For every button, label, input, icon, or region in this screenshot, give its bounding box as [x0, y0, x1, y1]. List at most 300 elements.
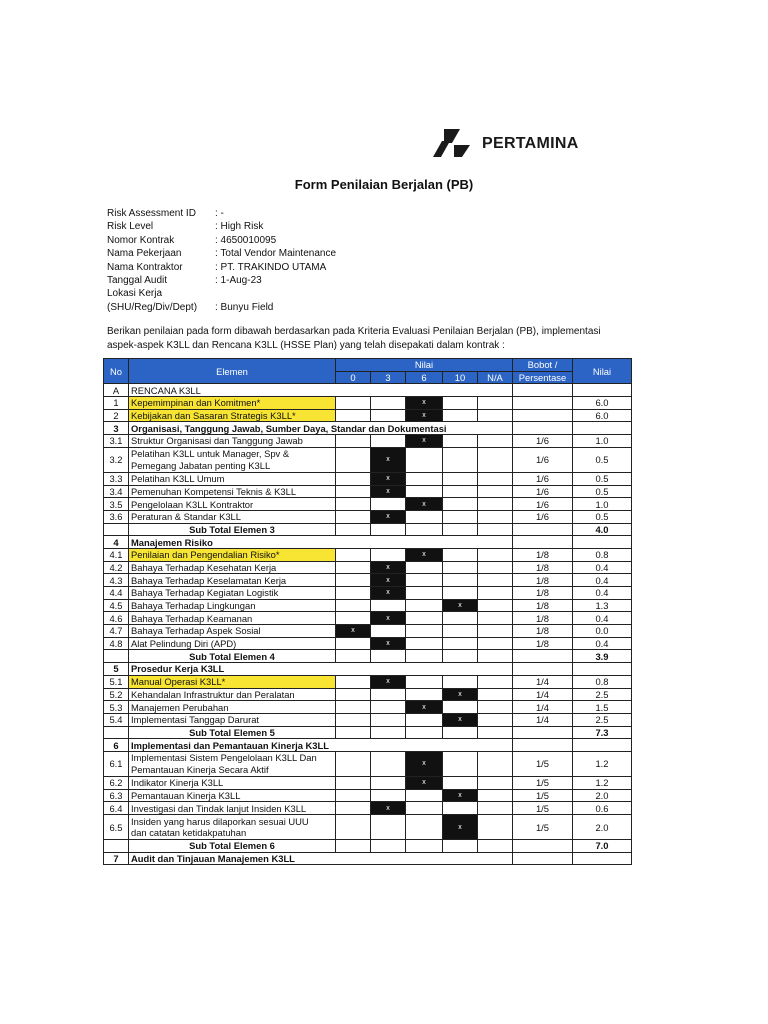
row-no: 3.1	[104, 435, 129, 448]
score-cell	[443, 637, 478, 650]
bobot-cell: 1/8	[513, 548, 573, 561]
element-name: Struktur Organisasi dan Tanggung Jawab	[129, 435, 336, 448]
score-cell	[371, 688, 406, 701]
score-cell	[371, 650, 406, 663]
info-row	[107, 247, 336, 260]
score-cell	[336, 637, 371, 650]
score-cell	[406, 561, 443, 574]
score-cell	[443, 409, 478, 422]
bobot-cell	[513, 650, 573, 663]
nilai-cell	[573, 852, 632, 865]
row-no: 6.4	[104, 802, 129, 815]
score-cell	[443, 485, 478, 498]
element-name: Implementasi Tanggap Darurat	[129, 713, 336, 726]
section-title: Prosedur Kerja K3LL	[129, 663, 513, 676]
score-mark: x	[443, 713, 478, 726]
score-cell	[336, 815, 371, 840]
score-cell	[336, 561, 371, 574]
score-cell	[336, 523, 371, 536]
row-no: 5.4	[104, 713, 129, 726]
info-value: : Total Vendor Maintenance	[215, 248, 337, 260]
table-row	[104, 852, 632, 865]
row-no: 4.8	[104, 637, 129, 650]
bobot-cell: 1/4	[513, 675, 573, 688]
score-mark: x	[406, 409, 443, 422]
element-name: Peraturan & Standar K3LL	[129, 510, 336, 523]
table-row	[104, 650, 632, 663]
score-cell	[478, 587, 513, 600]
score-cell	[371, 789, 406, 802]
bobot-cell: 1/5	[513, 776, 573, 789]
bobot-cell: 1/8	[513, 625, 573, 638]
subtotal-value: 4.0	[573, 523, 632, 536]
element-name: Pemenuhan Kompetensi Teknis & K3LL	[129, 485, 336, 498]
score-cell	[443, 435, 478, 448]
table-row	[104, 599, 632, 612]
score-cell	[478, 510, 513, 523]
score-mark: x	[443, 599, 478, 612]
bobot-cell: 1/6	[513, 447, 573, 472]
score-mark: x	[371, 510, 406, 523]
info-label: Tanggal Audit	[107, 275, 168, 287]
row-no: 4.2	[104, 561, 129, 574]
score-cell	[336, 574, 371, 587]
section-title: Manajemen Risiko	[129, 536, 513, 549]
row-no: 1	[104, 397, 129, 410]
score-cell	[336, 776, 371, 789]
row-no: 5	[104, 663, 129, 676]
row-no: 5.1	[104, 675, 129, 688]
score-cell	[406, 523, 443, 536]
row-no: 6.1	[104, 751, 129, 776]
row-no: 3.4	[104, 485, 129, 498]
score-cell	[478, 688, 513, 701]
element-name: Alat Pelindung Diri (APD)	[129, 637, 336, 650]
score-mark: x	[406, 701, 443, 714]
table-row	[104, 498, 632, 511]
score-cell	[478, 612, 513, 625]
row-no: 5.3	[104, 701, 129, 714]
score-cell	[406, 510, 443, 523]
table-row	[104, 701, 632, 714]
score-cell	[478, 751, 513, 776]
score-cell	[406, 574, 443, 587]
score-cell	[336, 510, 371, 523]
score-cell	[443, 472, 478, 485]
score-cell	[443, 776, 478, 789]
bobot-cell	[513, 739, 573, 752]
nilai-cell	[573, 384, 632, 397]
bobot-cell: 1/4	[513, 701, 573, 714]
nilai-cell: 0.4	[573, 587, 632, 600]
score-cell	[478, 485, 513, 498]
score-mark: x	[336, 625, 371, 638]
table-row	[104, 536, 632, 549]
score-cell	[336, 397, 371, 410]
nilai-cell: 0.8	[573, 548, 632, 561]
header-elemen: Elemen	[129, 359, 336, 384]
header-nilai-group: Nilai	[336, 359, 513, 372]
score-cell	[478, 713, 513, 726]
nilai-cell: 1.2	[573, 751, 632, 776]
info-label: Nomor Kontrak	[107, 234, 175, 246]
score-cell	[478, 650, 513, 663]
score-cell	[336, 498, 371, 511]
info-label: Nama Pekerjaan	[107, 248, 182, 260]
element-line: Insiden yang harus dilaporkan sesuai UUU	[131, 815, 309, 827]
row-no: 6.3	[104, 789, 129, 802]
row-no: 4.4	[104, 587, 129, 600]
element-name	[129, 751, 336, 776]
score-cell	[336, 650, 371, 663]
row-no: 6.5	[104, 815, 129, 840]
score-cell	[406, 726, 443, 739]
table-row	[104, 435, 632, 448]
info-row	[107, 207, 336, 220]
info-row	[107, 287, 336, 300]
score-cell	[406, 650, 443, 663]
element-name: Investigasi dan Tindak lanjut Insiden K3LL	[129, 802, 336, 815]
row-no: 6	[104, 739, 129, 752]
score-mark: x	[443, 789, 478, 802]
row-no	[104, 650, 129, 663]
score-cell	[336, 548, 371, 561]
pertamina-arrow-mark-icon	[430, 127, 478, 159]
score-cell	[336, 840, 371, 853]
score-cell	[406, 713, 443, 726]
nilai-cell: 6.0	[573, 397, 632, 410]
row-no: 4.3	[104, 574, 129, 587]
table-row	[104, 561, 632, 574]
row-no: 6.2	[104, 776, 129, 789]
score-cell	[443, 650, 478, 663]
bobot-cell: 1/5	[513, 751, 573, 776]
element-line: Pemegang Jabatan penting K3LL	[131, 459, 271, 471]
score-cell	[406, 447, 443, 472]
score-cell	[406, 637, 443, 650]
score-cell	[443, 574, 478, 587]
score-cell	[406, 599, 443, 612]
table-row	[104, 840, 632, 853]
table-row	[104, 663, 632, 676]
element-name: Manual Operasi K3LL*	[129, 675, 336, 688]
row-no: 3.6	[104, 510, 129, 523]
nilai-cell: 1.5	[573, 701, 632, 714]
score-mark: x	[443, 688, 478, 701]
element-name	[129, 447, 336, 472]
table-row	[104, 523, 632, 536]
row-no: 4.1	[104, 548, 129, 561]
element-line: Pelatihan K3LL untuk Manager, Spv &	[131, 448, 290, 460]
score-cell	[406, 840, 443, 853]
score-cell	[406, 472, 443, 485]
score-cell	[443, 523, 478, 536]
row-no: 7	[104, 852, 129, 865]
score-cell	[406, 625, 443, 638]
assessment-table	[103, 358, 632, 865]
bobot-cell: 1/4	[513, 713, 573, 726]
nilai-cell: 0.5	[573, 472, 632, 485]
score-cell	[478, 815, 513, 840]
info-label: Risk Level	[107, 221, 154, 233]
header-persentase: Persentase	[513, 371, 573, 384]
element-name: Kepemimpinan dan Komitmen*	[129, 397, 336, 410]
element-name: Bahaya Terhadap Kesehatan Kerja	[129, 561, 336, 574]
element-name: Kehandalan Infrastruktur dan Peralatan	[129, 688, 336, 701]
nilai-cell: 1.3	[573, 599, 632, 612]
bobot-cell: 1/6	[513, 510, 573, 523]
score-cell	[336, 688, 371, 701]
header-no: No	[104, 359, 129, 384]
score-cell	[478, 561, 513, 574]
table-row	[104, 625, 632, 638]
score-cell	[443, 548, 478, 561]
score-cell	[336, 587, 371, 600]
header-score-10: 10	[443, 371, 478, 384]
row-no	[104, 523, 129, 536]
table-row	[104, 789, 632, 802]
bobot-cell	[513, 840, 573, 853]
element-line: Implementasi Sistem Pengelolaan K3LL Dan	[131, 752, 317, 764]
score-cell	[443, 498, 478, 511]
score-cell	[336, 789, 371, 802]
score-mark: x	[371, 612, 406, 625]
info-label: Nama Kontraktor	[107, 261, 183, 273]
table-row	[104, 675, 632, 688]
header-score-3: 3	[371, 371, 406, 384]
score-cell	[406, 789, 443, 802]
score-cell	[406, 675, 443, 688]
score-cell	[371, 548, 406, 561]
row-no: 3.3	[104, 472, 129, 485]
nilai-cell: 0.6	[573, 802, 632, 815]
bobot-cell	[513, 384, 573, 397]
score-mark: x	[371, 561, 406, 574]
score-cell	[443, 802, 478, 815]
score-cell	[336, 612, 371, 625]
table-row	[104, 726, 632, 739]
table-row	[104, 409, 632, 422]
score-cell	[478, 675, 513, 688]
element-name: Bahaya Terhadap Lingkungan	[129, 599, 336, 612]
score-cell	[371, 751, 406, 776]
subtotal-label: Sub Total Elemen 5	[129, 726, 336, 739]
header-bobot: Bobot /	[513, 359, 573, 372]
element-name: Bahaya Terhadap Kegiatan Logistik	[129, 587, 336, 600]
row-no: 4.5	[104, 599, 129, 612]
score-cell	[336, 409, 371, 422]
bobot-cell	[513, 422, 573, 435]
table-row	[104, 397, 632, 410]
info-label: (SHU/Reg/Div/Dept)	[107, 301, 198, 313]
score-cell	[371, 435, 406, 448]
score-cell	[336, 675, 371, 688]
row-no	[104, 840, 129, 853]
nilai-cell: 2.0	[573, 815, 632, 840]
score-cell	[478, 840, 513, 853]
nilai-cell: 0.5	[573, 447, 632, 472]
score-cell	[478, 599, 513, 612]
bobot-cell: 1/6	[513, 435, 573, 448]
bobot-cell	[513, 397, 573, 410]
bobot-cell: 1/6	[513, 498, 573, 511]
score-cell	[406, 485, 443, 498]
score-mark: x	[406, 435, 443, 448]
row-no: 4	[104, 536, 129, 549]
score-cell	[443, 612, 478, 625]
score-mark: x	[371, 675, 406, 688]
table-row	[104, 384, 632, 397]
info-label: Risk Assessment ID	[107, 208, 196, 219]
bobot-cell: 1/8	[513, 637, 573, 650]
score-cell	[336, 713, 371, 726]
score-mark: x	[443, 815, 478, 840]
score-cell	[443, 751, 478, 776]
table-row	[104, 776, 632, 789]
logo-text: PERTAMINA	[482, 135, 579, 152]
table-row	[104, 574, 632, 587]
score-cell	[336, 472, 371, 485]
table-row	[104, 688, 632, 701]
info-value: : 1-Aug-23	[215, 275, 262, 287]
element-name: Pemantauan Kinerja K3LL	[129, 789, 336, 802]
score-cell	[371, 599, 406, 612]
section-title: RENCANA K3LL	[129, 384, 513, 397]
score-cell	[443, 701, 478, 714]
bobot-cell: 1/5	[513, 789, 573, 802]
table-row	[104, 422, 632, 435]
score-mark: x	[371, 802, 406, 815]
row-no: 3.5	[104, 498, 129, 511]
score-cell	[371, 840, 406, 853]
score-cell	[443, 587, 478, 600]
score-cell	[478, 726, 513, 739]
score-mark: x	[371, 587, 406, 600]
pertamina-logo	[430, 127, 610, 161]
score-cell	[371, 397, 406, 410]
score-mark: x	[371, 485, 406, 498]
nilai-cell: 2.5	[573, 688, 632, 701]
bobot-cell	[513, 536, 573, 549]
score-cell	[371, 815, 406, 840]
intro-text: Berikan penilaian pada form dibawah berdasarkan pada Kriteria Evaluasi Penilaian Berjalan (PB), implementasi aspek-aspek K3LL dan Rencana K3LL (HSSE Plan) yang telah disepakati dalam kontrak :	[107, 326, 601, 351]
bobot-cell	[513, 726, 573, 739]
table-row	[104, 815, 632, 840]
table-row	[104, 713, 632, 726]
score-cell	[406, 815, 443, 840]
score-cell	[478, 472, 513, 485]
info-row	[107, 274, 336, 287]
nilai-cell: 0.4	[573, 561, 632, 574]
score-cell	[478, 574, 513, 587]
score-cell	[443, 726, 478, 739]
score-cell	[371, 625, 406, 638]
score-cell	[443, 561, 478, 574]
score-cell	[371, 523, 406, 536]
table-row	[104, 751, 632, 776]
table-row	[104, 587, 632, 600]
bobot-cell: 1/8	[513, 612, 573, 625]
bobot-cell	[513, 852, 573, 865]
bobot-cell: 1/5	[513, 815, 573, 840]
element-name	[129, 815, 336, 840]
nilai-cell: 0.4	[573, 574, 632, 587]
score-cell	[371, 498, 406, 511]
info-value: : High Risk	[215, 221, 264, 233]
bobot-cell: 1/4	[513, 688, 573, 701]
header-score-0: 0	[336, 371, 371, 384]
score-cell	[443, 447, 478, 472]
nilai-cell: 0.5	[573, 485, 632, 498]
element-name: Pelatihan K3LL Umum	[129, 472, 336, 485]
element-line: dan catatan ketidakpatuhan	[131, 827, 247, 838]
table-row	[104, 510, 632, 523]
score-cell	[336, 447, 371, 472]
bobot-cell: 1/6	[513, 472, 573, 485]
element-line: Pemantauan Kinerja Secara Aktif	[131, 763, 269, 775]
bobot-cell: 1/8	[513, 599, 573, 612]
table-row	[104, 548, 632, 561]
nilai-cell: 0.4	[573, 612, 632, 625]
info-row	[107, 301, 336, 314]
bobot-cell	[513, 409, 573, 422]
subtotal-value: 7.3	[573, 726, 632, 739]
nilai-cell: 1.2	[573, 776, 632, 789]
audit-info	[107, 207, 336, 314]
table-row	[104, 802, 632, 815]
row-no: 5.2	[104, 688, 129, 701]
info-row	[107, 261, 336, 274]
subtotal-label: Sub Total Elemen 6	[129, 840, 336, 853]
info-value: : PT. TRAKINDO UTAMA	[215, 261, 327, 273]
nilai-cell: 2.0	[573, 789, 632, 802]
row-no: A	[104, 384, 129, 397]
header-score-6: 6	[406, 371, 443, 384]
table-row	[104, 472, 632, 485]
bobot-cell	[513, 523, 573, 536]
score-cell	[443, 840, 478, 853]
score-cell	[336, 485, 371, 498]
info-value: : 4650010095	[215, 234, 277, 246]
nilai-cell	[573, 536, 632, 549]
table-row	[104, 739, 632, 752]
score-mark: x	[406, 397, 443, 410]
row-no: 2	[104, 409, 129, 422]
bobot-cell	[513, 663, 573, 676]
nilai-cell: 0.8	[573, 675, 632, 688]
score-mark: x	[406, 498, 443, 511]
nilai-cell	[573, 663, 632, 676]
score-cell	[443, 510, 478, 523]
score-cell	[406, 587, 443, 600]
header-nilai: Nilai	[573, 359, 632, 384]
score-cell	[478, 802, 513, 815]
score-cell	[336, 701, 371, 714]
score-cell	[406, 612, 443, 625]
info-label: Lokasi Kerja	[107, 288, 163, 300]
score-cell	[478, 523, 513, 536]
section-title: Implementasi dan Pemantauan Kinerja K3LL	[129, 739, 513, 752]
score-mark: x	[406, 776, 443, 789]
header-score-na: N/A	[478, 371, 513, 384]
nilai-cell: 0.5	[573, 510, 632, 523]
score-cell	[336, 802, 371, 815]
score-cell	[478, 637, 513, 650]
row-no: 4.6	[104, 612, 129, 625]
element-name: Pengelolaan K3LL Kontraktor	[129, 498, 336, 511]
row-no: 3	[104, 422, 129, 435]
table-row	[104, 447, 632, 472]
